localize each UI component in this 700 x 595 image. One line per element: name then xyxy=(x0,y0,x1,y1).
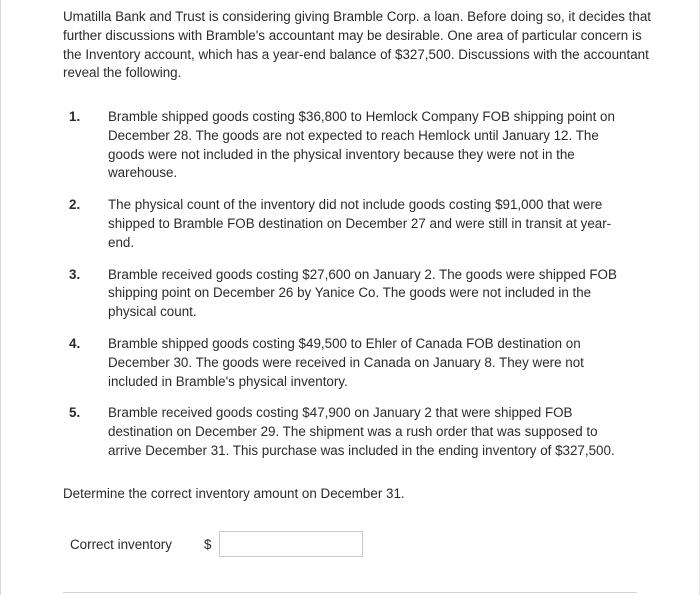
list-item-number: 5. xyxy=(69,405,81,421)
list-item-text: Bramble received goods costing $47,900 on January 2 that were shipped FOB destination on December 29. The shipment was a rush order that was supposed to arrive December 31. This purchase was included in the ending inventory of $327,500. xyxy=(108,405,615,458)
answer-row xyxy=(70,530,390,560)
facts-list xyxy=(0,108,700,474)
list-item xyxy=(0,335,700,391)
question-prompt: Determine the correct inventory amount on December 31. xyxy=(63,486,405,501)
list-item xyxy=(0,108,700,183)
currency-symbol: $ xyxy=(204,537,212,552)
list-item-text: Bramble shipped goods costing $36,800 to Hemlock Company FOB shipping point on December 28. The goods are not expected to reach Hemlock until January 12. The goods were not included in the physical inventory because they were not in the warehouse. xyxy=(108,109,615,181)
list-item-text: Bramble shipped goods costing $49,500 to Ehler of Canada FOB destination on December 30. The goods were received in Canada on January 8. They were not included in Bramble's physical inventory. xyxy=(108,335,584,389)
list-item-number: 4. xyxy=(69,335,81,351)
list-item-number: 2. xyxy=(69,197,81,213)
list-item-text: The physical count of the inventory did not include goods costing $91,000 that were shipped to Bramble FOB destination on December 27 and were still in transit at year-end. xyxy=(108,197,612,250)
list-item xyxy=(0,196,700,252)
list-item-text: Bramble received goods costing $27,600 on January 2. The goods were shipped FOB shipping point on December 26 by Yanice Co. The goods were not included in the physical count. xyxy=(108,266,617,320)
bottom-divider xyxy=(63,592,637,593)
problem-intro: Umatilla Bank and Trust is considering giving Bramble Corp. a loan. Before doing so, it decides that further discussions with Bramble's accountant may be desirable. One area of particular concern is the Inventory account, which has a year-end balance of $327,500. Discussions with the accountant reveal the following. xyxy=(63,9,652,81)
correct-inventory-input[interactable] xyxy=(219,531,363,557)
list-item xyxy=(0,266,700,322)
list-item-number: 3. xyxy=(69,266,81,282)
correct-inventory-label: Correct inventory xyxy=(70,537,172,552)
list-item xyxy=(0,404,700,460)
list-item-number: 1. xyxy=(69,109,81,124)
